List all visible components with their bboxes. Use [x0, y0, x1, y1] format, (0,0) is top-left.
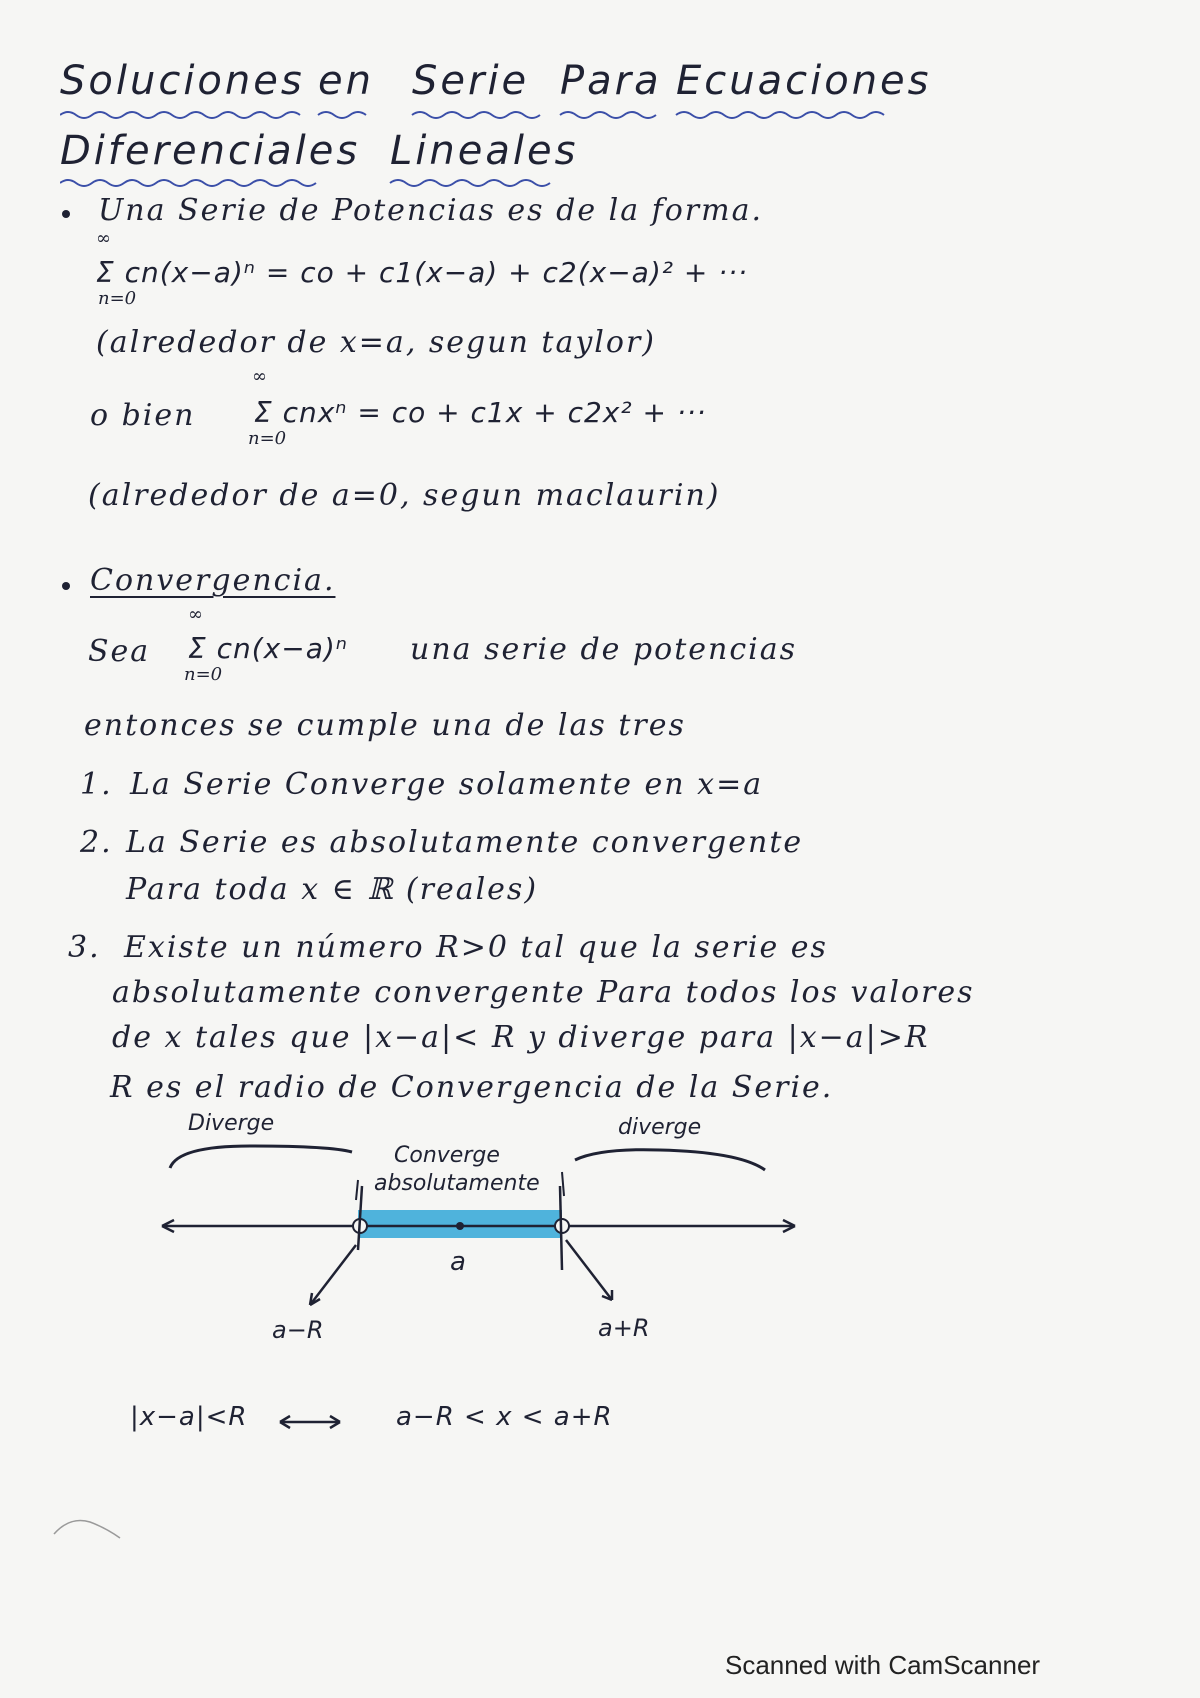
- three-cases-intro: entonces se cumple una de las tres: [84, 708, 686, 743]
- bullet-dot-1: [62, 210, 70, 218]
- pointer-a-plus-r: [566, 1240, 612, 1300]
- sea-word: Sea: [88, 634, 151, 669]
- power-series-formula-taylor: Σ cn(x−a)ⁿ = co + c1(x−a) + c2(x−a)² + ···: [96, 256, 748, 289]
- converge-bracket-right: [562, 1172, 564, 1196]
- diverge-right-label: diverge: [618, 1115, 702, 1140]
- sum-lower-limit-2: n=0: [248, 428, 287, 449]
- series-description: una serie de potencias: [410, 632, 798, 667]
- case-3-number: 3.: [68, 930, 101, 965]
- title-word-1: Soluciones: [60, 58, 305, 104]
- title-underline-2: [60, 176, 580, 190]
- center-label: a: [450, 1247, 466, 1277]
- camscanner-footer: Scanned with CamScanner: [725, 1650, 1041, 1680]
- taylor-note: (alrededor de x=a, segun taylor): [96, 325, 657, 360]
- scan-mark: [50, 1512, 130, 1542]
- diverge-left-label: Diverge: [188, 1111, 275, 1136]
- title-word-2: en: [318, 58, 374, 104]
- equivalence-left: |x−a|<R: [130, 1402, 248, 1432]
- case-1-number: 1.: [80, 767, 113, 802]
- sum-upper-limit-2: ∞: [252, 366, 267, 387]
- sum-upper-limit-1: ∞: [96, 228, 111, 249]
- sum-upper-limit-3: ∞: [188, 604, 203, 625]
- diverge-left-brace: [170, 1146, 352, 1168]
- sum-lower-limit-1: n=0: [98, 288, 137, 309]
- title-underline-1: [60, 108, 920, 122]
- convergence-interval-diagram: [0, 1100, 1200, 1360]
- converge-label-line-1: Converge: [394, 1143, 500, 1168]
- title-word-3: Serie: [412, 58, 530, 104]
- title-word-7: Lineales: [390, 128, 579, 174]
- case-1-text: La Serie Converge solamente en x=a: [130, 767, 764, 802]
- case-3-text-line-4: R es el radio de Convergencia de la Serie.: [110, 1070, 834, 1105]
- series-formula-convergence: Σ cn(x−a)ⁿ: [188, 632, 348, 665]
- case-3-text-line-1: Existe un número R>0 tal que la serie es: [124, 930, 828, 965]
- equivalence-right: a−R < x < a+R: [396, 1402, 613, 1432]
- maclaurin-note: (alrededor de a=0, segun maclaurin): [88, 478, 721, 513]
- power-series-intro: Una Serie de Potencias es de la forma.: [98, 193, 763, 228]
- case-2-number: 2.: [80, 825, 113, 860]
- or-word: o bien: [90, 398, 196, 433]
- case-3-text-line-2: absolutamente convergente Para todos los valores: [112, 975, 975, 1010]
- a-minus-r-label: a−R: [272, 1316, 324, 1344]
- convergence-heading: Convergencia.: [90, 563, 336, 598]
- title-word-4: Para: [560, 58, 662, 104]
- bullet-dot-2: [62, 582, 70, 590]
- right-boundary-tick: [560, 1186, 562, 1270]
- center-point: [456, 1222, 464, 1230]
- case-2-text-line-1: La Serie es absolutamente convergente: [126, 825, 804, 860]
- title-word-5: Ecuaciones: [676, 58, 932, 104]
- case-2-text-line-2: Para toda x ∈ ℝ (reales): [126, 872, 539, 907]
- diverge-right-brace: [575, 1150, 765, 1170]
- a-plus-r-label: a+R: [598, 1314, 650, 1342]
- sum-lower-limit-3: n=0: [184, 664, 223, 685]
- converge-bracket-left: [356, 1180, 358, 1200]
- double-arrow-icon: [274, 1412, 346, 1432]
- power-series-formula-maclaurin: Σ cnxⁿ = co + c1x + c2x² + ···: [254, 396, 707, 429]
- pointer-a-minus-r: [310, 1245, 356, 1305]
- converge-label-line-2: absolutamente: [374, 1171, 540, 1196]
- case-3-text-line-3: de x tales que |x−a|< R y diverge para |x−a|>R: [112, 1020, 930, 1055]
- title-word-6: Diferenciales: [60, 128, 361, 174]
